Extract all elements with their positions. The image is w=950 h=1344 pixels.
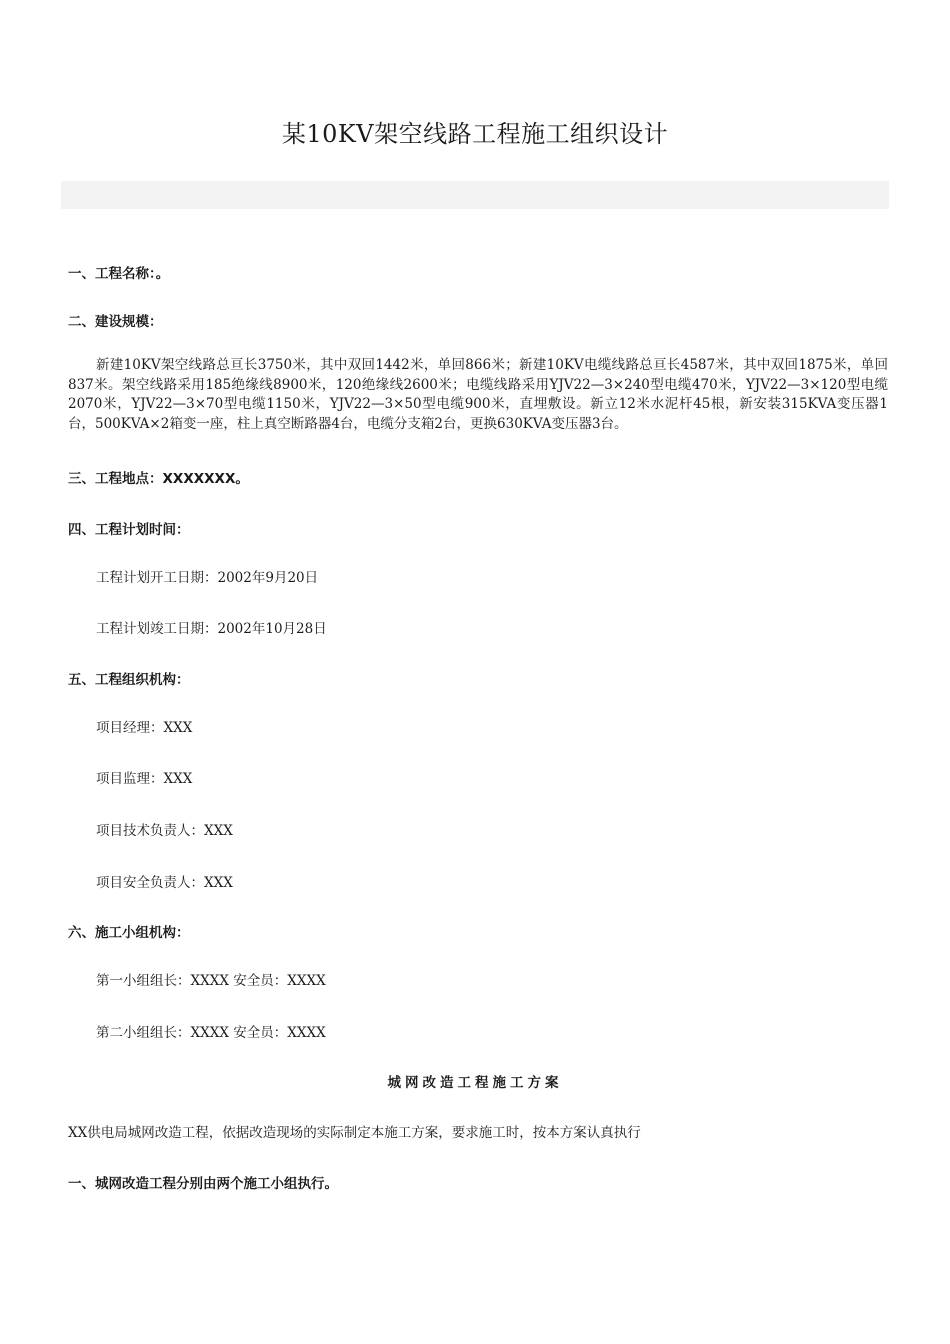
planned-end-date: 工程计划竣工日期：2002年10月28日 <box>96 621 327 637</box>
section-construction-scale: 二、建设规模： <box>68 314 163 330</box>
project-manager: 项目经理：XXX <box>96 720 193 736</box>
safety-lead: 项目安全负责人：XXX <box>96 875 233 891</box>
section-project-location: 三、工程地点：XXXXXXX。 <box>68 471 249 487</box>
construction-scale-paragraph: 新建10KV架空线路总亘长3750米，其中双回1442米，单回866米；新建10KV电缆线路总亘长4587米，其中双回1875米，单回837米。架空线路采用185绝缘线8900米，120绝缘线2600米；电缆线路采用YJV22—3×240型电缆470米，YJV22—3×120型电缆2070米，YJV22—3×70型电缆1150米，YJV22—3×50型电缆900米，直埋敷设。新立12米水泥杆45根，新安装315KVA变压器1台，500KVA×2箱变一座，柱上真空断路器4台，电缆分支箱2台，更换630KVA变压器3台。 <box>68 357 888 432</box>
technical-lead: 项目技术负责人：XXX <box>96 823 233 839</box>
plan-item-1: 一、城网改造工程分别由两个施工小组执行。 <box>68 1176 338 1192</box>
plan-intro: XX供电局城网改造工程，依据改造现场的实际制定本施工方案，要求施工时，按本方案认真执行 <box>68 1125 641 1141</box>
section-planned-time: 四、工程计划时间： <box>68 522 190 538</box>
project-supervisor: 项目监理：XXX <box>96 771 193 787</box>
work-group-2: 第二小组组长：XXXX 安全员：XXXX <box>96 1025 326 1041</box>
document-title: 某10KV架空线路工程施工组织设计 <box>281 120 669 148</box>
gray-banner <box>61 181 889 209</box>
section-organization: 五、工程组织机构： <box>68 672 190 688</box>
section-project-name: 一、工程名称：。 <box>68 266 170 282</box>
plan-title: 城网改造工程施工方案 <box>387 1075 563 1091</box>
section-work-groups: 六、施工小组机构： <box>68 925 190 941</box>
planned-start-date: 工程计划开工日期：2002年9月20日 <box>96 570 319 586</box>
work-group-1: 第一小组组长：XXXX 安全员：XXXX <box>96 973 326 989</box>
